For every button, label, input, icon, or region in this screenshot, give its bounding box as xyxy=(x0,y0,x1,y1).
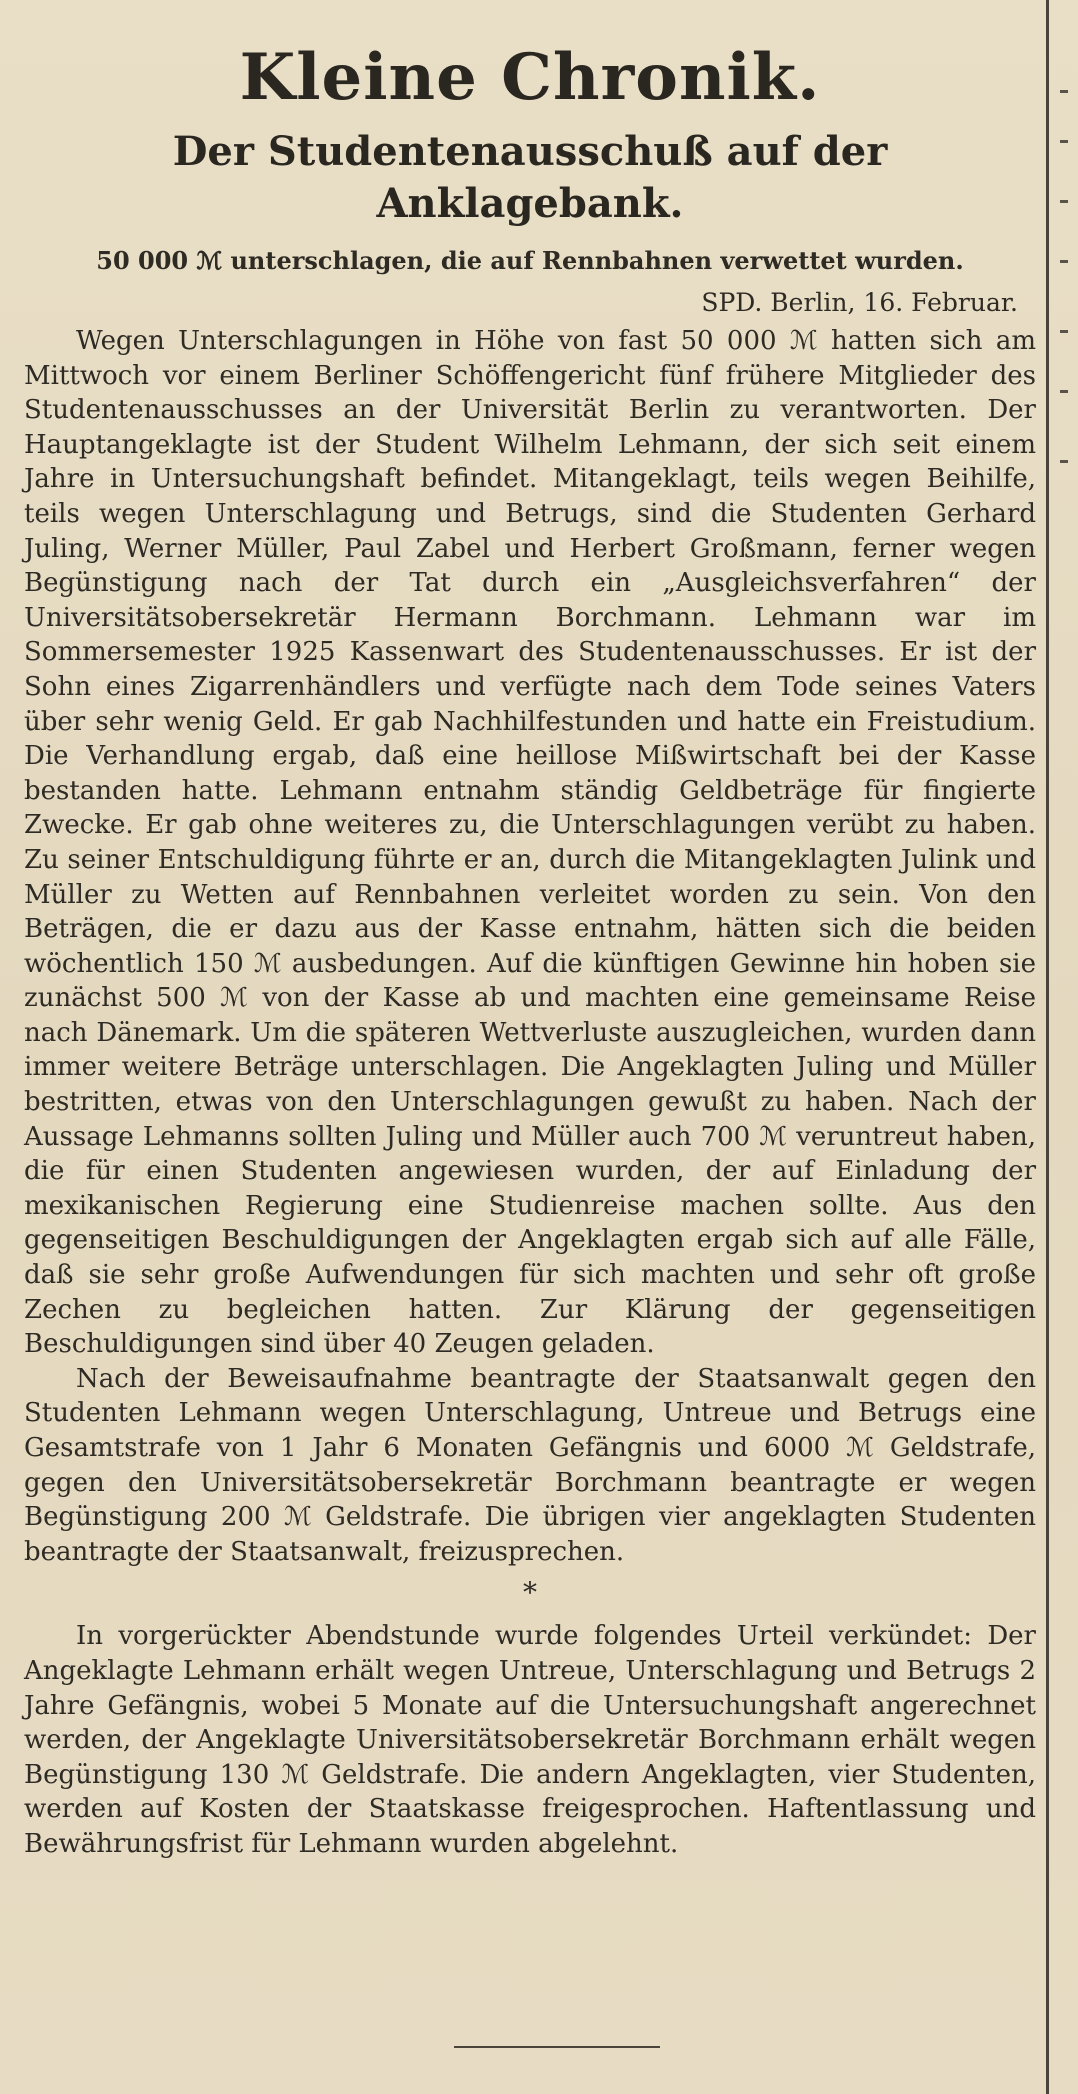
column-rule xyxy=(1046,0,1049,2094)
adjacent-column-fragments xyxy=(1060,60,1070,560)
body-paragraph-2: Nach der Beweisaufnahme beantragte der Staatsanwalt gegen den Studenten Lehmann wegen Unterschlagung, Untreue und Betrugs eine Gesamtstrafe von 1 Jahr 6 Monaten Gefängnis und 6000 ℳ Geldstrafe, gegen den Universitätsobersekretär Borchmann beantragte er wegen Begünstigung 200 ℳ Geldstrafe. Die übrigen vier angeklagten Studenten beantragte der Staatsanwalt, freizusprechen. xyxy=(24,1363,1036,1567)
body-paragraph-1: Wegen Unterschlagungen in Höhe von fast 50 000 ℳ hatten sich am Mittwoch vor einem Berliner Schöffengericht fünf frühere Mitglieder des Studentenausschusses an der Universität Berlin zu verantworten. Der Hauptangeklagte ist der Student Wilhelm Lehmann, der sich seit einem Jahre in Untersuchungshaft befindet. Mitangeklagt, teils wegen Beihilfe, teils wegen Unterschlagung und Betrugs, sind die Studenten Gerhard Juling, Werner Müller, Paul Zabel und Herbert Großmann, ferner wegen Begünstigung nach der Tat durch ein „Ausgleichsverfahren“ der Universitätsobersekretär Hermann Borchmann. Lehmann war im Sommersemester 1925 Kassenwart des Studentenausschusses. Er ist der Sohn eines Zigarrenhändlers und verfügte nach dem Tode seines Vaters über sehr wenig Geld. Er gab Nachhilfestunden und hatte ein Freistudium. Die Verhandlung ergab, daß eine heillose Mißwirtschaft bei der Kasse bestanden hatte. Lehmann entnahm ständig Geldbeträge für fingierte Zwecke. Er gab ohne weiteres zu, die Unterschlagungen verübt zu haben. Zu seiner Entschuldigung führte er an, durch die Mitangeklagten Julink und Müller zu Wetten auf Rennbahnen verleitet worden zu sein. Von den Beträgen, die er dazu aus der Kasse entnahm, hätten sich die beiden wöchentlich 150 ℳ ausbedungen. Auf die künftigen Gewinne hin hoben sie zunächst 500 ℳ von der Kasse ab und machten eine gemeinsame Reise nach Dänemark. Um die späteren Wettverluste auszugleichen, wurden dann immer weitere Beträge unterschlagen. Die Angeklagten Juling und Müller bestritten, etwas von den Unterschlagungen gewußt zu haben. Nach der Aussage Lehmanns sollten Juling und Müller auch 700 ℳ veruntreut haben, die für einen Studenten angewiesen wurden, der auf Einladung der mexikanischen Regierung eine Studienreise machen sollte. Aus den gegenseitigen Beschuldigungen der Angeklagten ergab sich auf alle Fälle, daß sie sehr große Aufwendungen für sich machten und sehr oft große Zechen zu begleichen hatten. Zur Klärung der gegenseitigen Beschuldigungen sind über 40 Zeugen geladen. xyxy=(24,326,1036,1360)
article-headline: Der Studentenausschuß auf der Anklagebank. xyxy=(172,128,888,227)
end-rule xyxy=(454,2046,660,2048)
article-subheadline: 50 000 ℳ unterschlagen, die auf Rennbahnen verwettet wurden. xyxy=(96,246,964,275)
article xyxy=(24,38,1036,1862)
section-title: Kleine Chronik. xyxy=(239,40,821,115)
body-paragraph-3: In vorgerückter Abendstunde wurde folgendes Urteil verkündet: Der Angeklagte Lehmann erhält wegen Untreue, Unterschlagung und Betrugs 2 Jahre Gefängnis, wobei 5 Monate auf die Untersuchungshaft angerechnet werden, der Angeklagte Universitätsobersekretär Borchmann erhält wegen Begünstigung 130 ℳ Geldstrafe. Die andern Angeklagten, vier Studenten, werden auf Kosten der Staatskasse freigesprochen. Haftentlassung und Bewährungsfrist für Lehmann wurden abgelehnt. xyxy=(24,1621,1036,1859)
dateline: SPD. Berlin, 16. Februar. xyxy=(701,288,1018,317)
section-separator: * xyxy=(523,1576,537,1610)
